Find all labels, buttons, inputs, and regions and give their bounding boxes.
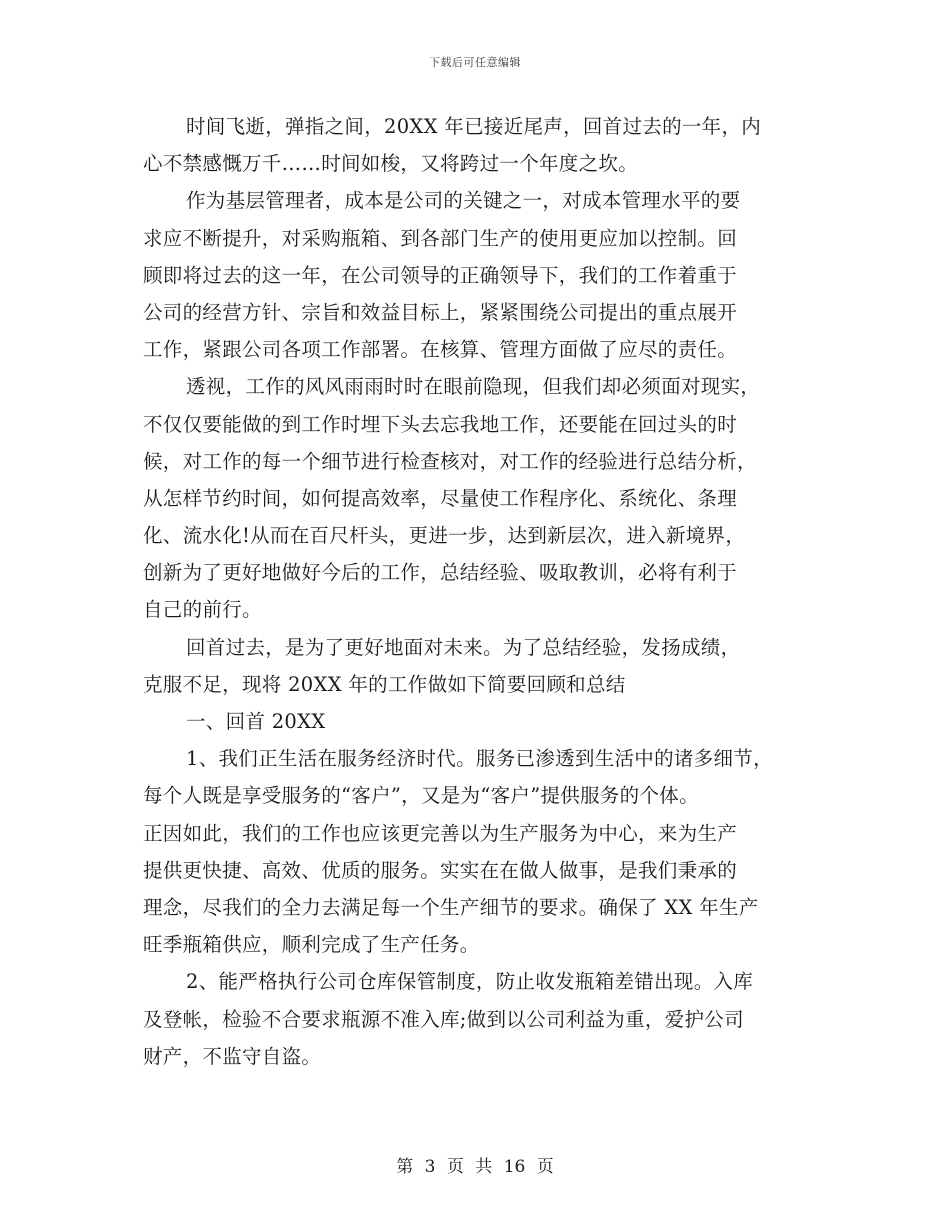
text-line: 克服不足，现将 20XX 年的工作做如下简要回顾和总结 — [143, 672, 626, 696]
text-line: 透视，工作的风风雨雨时时在眼前隐现，但我们却必须面对现实， — [186, 375, 761, 399]
text-line: 不仅仅要能做的到工作时埋下头去忘我地工作，还要能在回过头的时 — [143, 412, 738, 436]
text-line: 理念，尽我们的全力去满足每一个生产细节的要求。确保了 XX 年生产 — [143, 895, 759, 919]
text-line: 提供更快捷、高效、优质的服务。实实在在做人做事，是我们秉承的 — [143, 858, 738, 882]
text-line: 回首过去，是为了更好地面对未来。为了总结经验，发扬成绩， — [186, 635, 741, 659]
text-line: 1、我们正生活在服务经济时代。服务已渗透到生活中的诸多细节， — [186, 747, 773, 771]
text-line: 顾即将过去的这一年，在公司领导的正确领导下，我们的工作着重于 — [143, 263, 738, 287]
text-line: 从怎样节约时间，如何提高效率，尽量使工作程序化、系统化、条理 — [143, 486, 738, 510]
text-line: 自己的前行。 — [143, 598, 262, 622]
footer-prefix: 第 — [396, 1157, 414, 1177]
footer-current-page: 3 — [424, 1157, 436, 1177]
footer-middle: 页 共 — [446, 1157, 493, 1177]
footer-suffix: 页 — [536, 1157, 554, 1177]
text-line: 及登帐，检验不合要求瓶源不准入库;做到以公司利益为重，爱护公司 — [143, 1007, 744, 1031]
page-footer — [0, 1152, 950, 1177]
text-line: 时间飞逝，弹指之间，20XX 年已接近尾声，回首过去的一年，内 — [186, 115, 762, 138]
document-body — [143, 108, 823, 1075]
text-line: 创新为了更好地做好今后的工作，总结经验、吸取教训，必将有利于 — [143, 561, 738, 585]
text-line: 求应不断提升，对采购瓶箱、到各部门生产的使用更应加以控制。回 — [143, 226, 738, 250]
header-note: 下载后可任意编辑 — [429, 56, 521, 69]
text-line: 一、回首 20XX — [186, 710, 326, 733]
text-line: 财产，不监守自盗。 — [143, 1044, 322, 1068]
text-line: 作为基层管理者，成本是公司的关键之一，对成本管理水平的要 — [186, 189, 741, 213]
text-line: 候，对工作的每一个细节进行检查核对，对工作的经验进行总结分析， — [143, 449, 757, 473]
text-line: 公司的经营方针、宗旨和效益目标上，紧紧围绕公司提出的重点展开 — [143, 300, 738, 324]
text-line: 正因如此，我们的工作也应该更完善以为生产服务为中心，来为生产 — [143, 821, 738, 845]
text-line: 每个人既是享受服务的“客户”，又是为“客户”提供服务的个体。 — [143, 784, 699, 808]
text-line: 工作，紧跟公司各项工作部署。在核算、管理方面做了应尽的责任。 — [143, 338, 738, 362]
text-line: 化、流水化!从而在百尺杆头，更进一步，达到新层次，进入新境界， — [143, 524, 746, 548]
footer-total-pages: 16 — [503, 1157, 526, 1177]
text-line: 2、能严格执行公司仓库保管制度，防止收发瓶箱差错出现。入库 — [186, 970, 754, 994]
text-line: 心不禁感慨万千……时间如梭，又将跨过一个年度之坎。 — [143, 152, 639, 176]
text-line: 旺季瓶箱供应，顺利完成了生产任务。 — [143, 933, 480, 957]
